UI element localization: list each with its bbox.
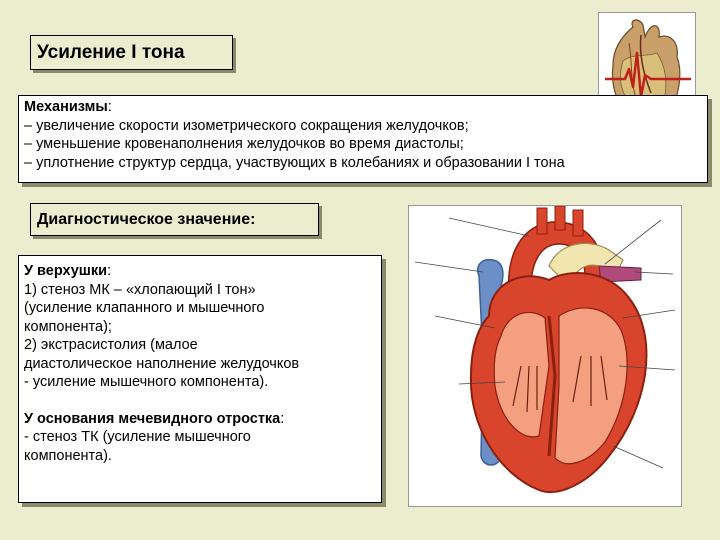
apex-heading-colon: : [107, 263, 112, 279]
apex-heading: У верхушки [24, 263, 108, 279]
mechanisms-box [18, 95, 708, 183]
mechanism-item: – увеличение скорости изометрического сокращения желудочков; [24, 117, 469, 134]
xiphoid-heading-colon: : [280, 410, 285, 427]
heart-anatomy-diagram [408, 205, 682, 507]
apex-line: диастолическое наполнение желудочков [24, 355, 300, 372]
xiphoid-line: компонента). [24, 447, 112, 464]
xiphoid-line: - стеноз ТК (усиление мышечного [24, 429, 251, 445]
mechanisms-heading: Механизмы [24, 99, 108, 115]
apex-line: - усиление мышечного компонента). [24, 374, 269, 390]
apex-line: 1) стеноз МК – «хлопающий I тон» [24, 281, 256, 298]
slide-title-text: Усиление I тона [37, 42, 185, 63]
xiphoid-heading: У основания мечевидного отростка [24, 410, 281, 427]
xiphoid-heading-line [24, 410, 376, 429]
apex-heading-line [24, 262, 376, 281]
spacer [24, 392, 376, 410]
diagnostic-title [30, 203, 319, 236]
mechanism-item: – уплотнение структур сердца, участвующих в колебаниях и образовании I тона [24, 154, 565, 171]
apex-line: (усиление клапанного и мышечного [24, 300, 265, 316]
mechanism-item: – уменьшение кровенаполнения желудочков во время диастолы; [24, 136, 464, 152]
mechanisms-heading-colon: : [107, 99, 112, 115]
diagnostic-title-text: Диагностическое значение: [37, 211, 256, 228]
apex-line: компонента); [24, 318, 112, 335]
mechanisms-heading-line [24, 98, 702, 117]
diagnostic-box [18, 255, 382, 503]
apex-line: 2) экстрасистолия (малое [24, 337, 198, 353]
slide-title [30, 35, 233, 70]
